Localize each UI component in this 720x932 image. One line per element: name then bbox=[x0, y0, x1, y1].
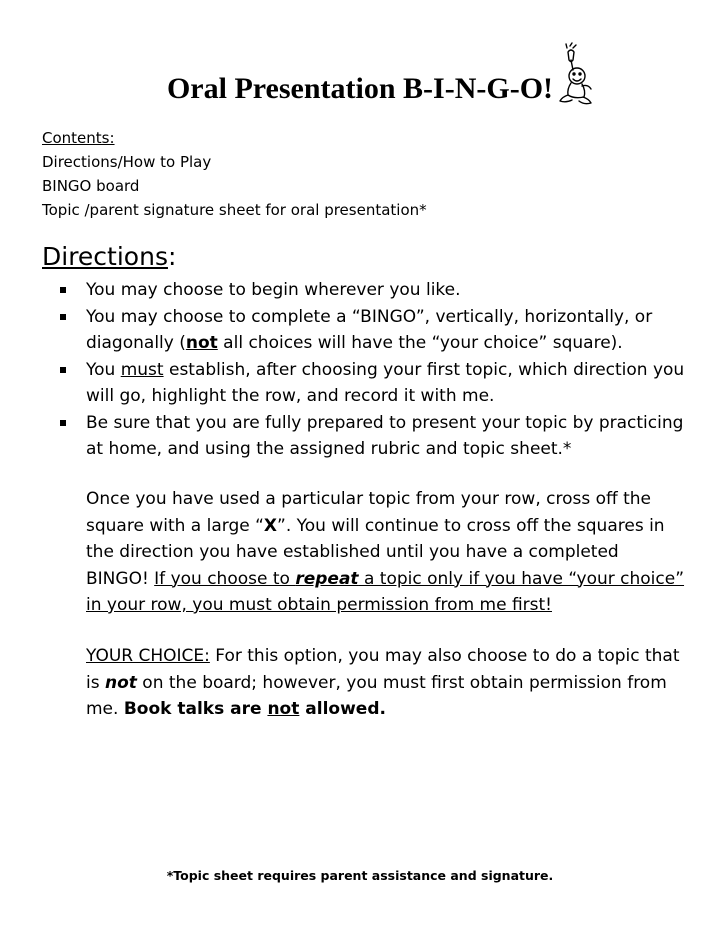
list-item bbox=[50, 277, 690, 304]
permission-note bbox=[86, 569, 684, 616]
emphasis-must: must bbox=[120, 359, 164, 380]
para-text: allowed. bbox=[299, 699, 386, 719]
directions-list bbox=[50, 277, 690, 463]
bullet-text: You may choose to complete a “BINGO”, vertically, horizontally, or diagonally ( bbox=[86, 306, 653, 353]
emphasis-x: X bbox=[263, 515, 278, 536]
emphasis-repeat: repeat bbox=[295, 568, 359, 589]
contents-item: Topic /parent signature sheet for oral presentation* bbox=[42, 201, 427, 219]
book-talks-note bbox=[124, 699, 386, 719]
contents-label: Contents: bbox=[42, 129, 115, 147]
square-bullet-icon bbox=[60, 314, 66, 320]
your-choice-paragraph bbox=[86, 643, 686, 723]
footer-note: *Topic sheet requires parent assistance and signature. bbox=[166, 868, 554, 883]
list-item bbox=[50, 357, 690, 410]
emphasis-not: not bbox=[185, 333, 218, 353]
para-text: If you choose to bbox=[154, 568, 296, 589]
directions-heading-text: Directions bbox=[42, 242, 168, 271]
para-text: Book talks are bbox=[123, 699, 268, 719]
contents-item: BINGO board bbox=[42, 177, 140, 195]
emphasis-not: not bbox=[267, 699, 300, 719]
title-text: Oral Presentation B-I-N-G-O! bbox=[166, 72, 554, 105]
emphasis-not: not bbox=[104, 672, 137, 693]
bullet-text: establish, after choosing your first topic, which direction you will go, highlight the row, and record it with me. bbox=[86, 359, 685, 406]
directions-heading bbox=[42, 240, 176, 274]
para-text: ”. You will continue to cross off the squares in the direction you have established until you have a completed BINGO! bbox=[86, 515, 665, 589]
crossing-off-paragraph bbox=[86, 486, 686, 619]
square-bullet-icon bbox=[60, 287, 66, 293]
page-title bbox=[0, 70, 720, 108]
contents-section bbox=[42, 126, 427, 222]
bullet-text: all choices will have the “your choice” square). bbox=[217, 333, 623, 353]
bullet-text: Be sure that you are fully prepared to present your topic by practicing at home, and using the assigned rubric and topic sheet.* bbox=[86, 412, 684, 459]
bullet-text: You bbox=[86, 359, 121, 380]
para-text: Once you have used a particular topic from your row, cross off the square with a large “ bbox=[86, 489, 652, 536]
square-bullet-icon bbox=[60, 367, 66, 373]
para-text: a topic only if you have “your choice” in your row, you must obtain permission from me first! bbox=[86, 568, 685, 615]
square-bullet-icon bbox=[60, 420, 66, 426]
list-item bbox=[50, 304, 690, 357]
cartoon-kid-cheering-icon bbox=[556, 42, 594, 108]
para-text: For this option, you may also choose to do a topic that is bbox=[86, 646, 680, 693]
your-choice-label: YOUR CHOICE: bbox=[86, 646, 210, 666]
contents-item: Directions/How to Play bbox=[42, 153, 212, 171]
para-text: on the board; however, you must first obtain permission from me. bbox=[86, 672, 667, 719]
bullet-text: You may choose to begin wherever you like. bbox=[86, 280, 461, 300]
directions-heading-colon: : bbox=[167, 242, 177, 271]
list-item bbox=[50, 410, 690, 463]
